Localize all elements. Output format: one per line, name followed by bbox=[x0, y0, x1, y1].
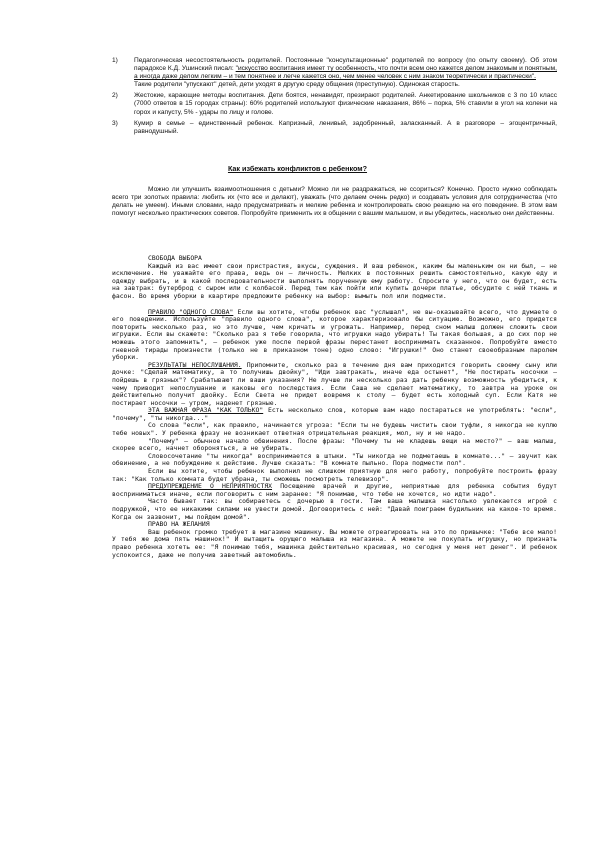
subheading: ПРАВО НА ЖЕЛАНИЯ bbox=[148, 520, 210, 529]
paragraph: Словосочетание "ты никогда" воспринимается в штыки. "Ты никогда не подметаешь в комнате..." — звучит как обвинение, а не побуждение к действию. Лучше сказать: "В комнате пыльно. Пора подмести пол". bbox=[112, 451, 557, 468]
paragraph: ПРЕДУПРЕЖДЕНИЕ О НЕПРИЯТНОСТЯХ Посещение врачей и другие, неприятные для ребенка события будут восприниматься иначе, если поговорить с ним заранее: "Я понимаю, что тебе не хочется, но идти надо". bbox=[112, 482, 557, 498]
list-item bbox=[112, 92, 557, 116]
paragraph: Ваш ребенок громко требует в магазине машинку. Вы можете отреагировать на это по привычке: "Тебе все мало! У тебя же дома пять машинок!" И вытащить орущего малыша из магазина. А можете не покупать игрушку, но признать право ребенка хотеть ее: "Я понимаю тебя, машинка действительно красивая, но сегодня у меня нет денег". И ребенок успокоится, даже не получив заветный автомобиль. bbox=[112, 527, 557, 559]
subheading-inline: РЕЗУЛЬТАТЫ НЕПОСЛУШАНИЯ. bbox=[148, 360, 242, 369]
list-number: 2) bbox=[112, 92, 118, 100]
section-heading: Как избежать конфликтов с ребенком? bbox=[227, 164, 368, 173]
paragraph: Каждый из вас имеет свои пристрастия, вкусы, суждения. И ваш ребенок, каким бы маленьким он ни был, — не исключение. Не уважайте его права, ведь он — личность. Мелких в постоянных решить самостоятельно, какую еду и одежду выбрать, и в какой последовательности выполнять порученную ему работу. Спросите у него, что он будет, есть на завтрак: бутерброд с сыром или с колбасой. Перед тем как пойти или купить дочери платье, обсудите с ней ткань и фасон. Во время уборки в квартире предложите ребенку на выбор: вымыть пол или подмести. bbox=[112, 261, 557, 300]
subheading: СВОБОДА ВЫБОРА bbox=[148, 254, 202, 262]
paragraph: Если вы хотите, чтобы ребенок выполнил не слишком приятную для него работу, попробуйте построить фразу так: "Как только комната будет убрана, ты сможешь посмотреть телевизор". bbox=[112, 467, 557, 483]
numbered-list bbox=[112, 57, 557, 139]
list-text: Педагогическая несостоятельность родителей. Постоянные "консультационные" родителей по вопросу (по опыту своему). Об этом парадоксе К.Д. Ушинский писал: bbox=[134, 57, 557, 73]
list-number: 1) bbox=[112, 57, 118, 64]
list-number: 3) bbox=[112, 119, 118, 127]
paragraph: РЕЗУЛЬТАТЫ НЕПОСЛУШАНИЯ. Припомните, сколько раз в течение дня вам приходится говорить своему сыну или дочке: "Сделай математику, а то получишь двойку", "Иди завтракать, иначе еда остынет", "Не постирать носочки — пойдешь в грязных"? Срабатывают ли ваши указания? Не лучше ли несколько раз дать ребенку возможность убедиться, к чему приводит непослушание и каковы его последствия. Если Саша не сделает математику, то завтра на уроке он действительно получит двойку. Если Света не придет вовремя к столу — будет есть холодный суп. Если Катя не постирает носочки — утром, наденет грязные. bbox=[112, 360, 557, 407]
paragraph: "Почему" — обычное начало обвинения. После фразы: "Почему ты не кладешь вещи на место?" — ваш малыш, скорее всего, начнет обороняться, а не убирать. bbox=[112, 436, 557, 453]
paragraph: Со слова "если", как правило, начинается угроза: "Если ты не будешь чистить свои туфли, я никогда не куплю тебе новых". У ребенка фразу не возникает ответная отрицательная реакция, мол, ну и не надо. bbox=[112, 421, 557, 438]
list-text: Жестокие, карающие методы воспитания. Дети боятся, ненавидят, презирают родителей. Анкетирование школьников с 3 по 10 класс (7000 ответов в 15 городах страны): 60% родителей используют физические наказания, 86% – порка, 5% ставили в угол на колени на горох и капусту, 5% - удары по лицу и голове. bbox=[134, 92, 557, 116]
paragraph: ЭТА ВАЖНАЯ ФРАЗА "КАК ТОЛЬКО" Есть несколько слов, которые вам надо постараться не употреблять: "если", "почему", "ты никогда..." bbox=[112, 406, 557, 422]
paragraph: ПРАВИЛО "ОДНОГО СЛОВА" Если вы хотите, чтобы ребенок вас "услышал", не вы-оказывайте всего, что думаете о его поведении. Используйте "правило одного слова", которое характеризовало бы ситуацию. Возможно, его придется повторить несколько раз, но это лучше, чем кричать и угрожать. Например, перед сном малыш должен сложить свои игрушки. Если вы скажете: "Сколько раз я тебе говорила, что игрушки надо убирать! Ты такая большая, а до сих пор не можешь этого запомнить", — ребенок уже после первой фразы перестанет воспринимать сказанное. Попробуйте вместо гневной тирады произнести (только не в приказном тоне) одно слово: "Игрушки!" Оно станет своеобразным паролем уборки. bbox=[112, 307, 557, 362]
subheading-inline: ПРЕДУПРЕЖДЕНИЕ О НЕПРИЯТНОСТЯХ bbox=[148, 482, 273, 491]
subheading-inline: ПРАВИЛО "ОДНОГО СЛОВА" bbox=[148, 307, 234, 316]
quote-underlined: "искусство воспитания имеет ту особенность, что почти всем оно кажется делом знакомым и понятным, а иногда даже делом легким – и тем понятнее и легче кажется оно, чем менее человек с ним знаком теоретически и практически". bbox=[134, 65, 557, 81]
list-item bbox=[112, 57, 557, 89]
paragraph: Часто бывает так: вы собираетесь с дочерью в гости. Там ваша малышка настолько увлекается игрой с подружкой, что ее никакими силами не увести домой. Договоритесь с ней: "Давай поиграем будильник на какое-то время. Когда он зазвонит, мы пойдем домой". bbox=[112, 497, 557, 521]
list-text-continued: Такие родители "упускают" детей, дети уходят в другую среду общения (преступную). Одинокая старость. bbox=[134, 81, 460, 89]
list-text: Кумир в семье – единственный ребенок. Капризный, ленивый, задобренный, заласканный. А в разговоре – эгоцентричный, равнодушный. bbox=[134, 119, 557, 135]
intro-paragraph: Можно ли улучшить взаимоотношения с детьми? Можно ли не раздражаться, не ссориться? Конечно. Просто нужно соблюдать всего три золотых правила: любить их (что все и делают), уважать (что делаем очень редко) и создавать условия для сотрудничества (что делать не умеем). Иными словами, надо предусматривать и мелкие ребенка и контролировать свою реакцию на его поведение. В этом вам помогут несколько практических советов. Попробуйте применить их в общении с вашим малышом, и вы убедитесь, насколько они действенны. bbox=[112, 186, 557, 218]
subheading-inline: ЭТА ВАЖНАЯ ФРАЗА "КАК ТОЛЬКО" bbox=[148, 406, 264, 415]
advice-body bbox=[112, 255, 557, 559]
list-item bbox=[112, 120, 557, 136]
